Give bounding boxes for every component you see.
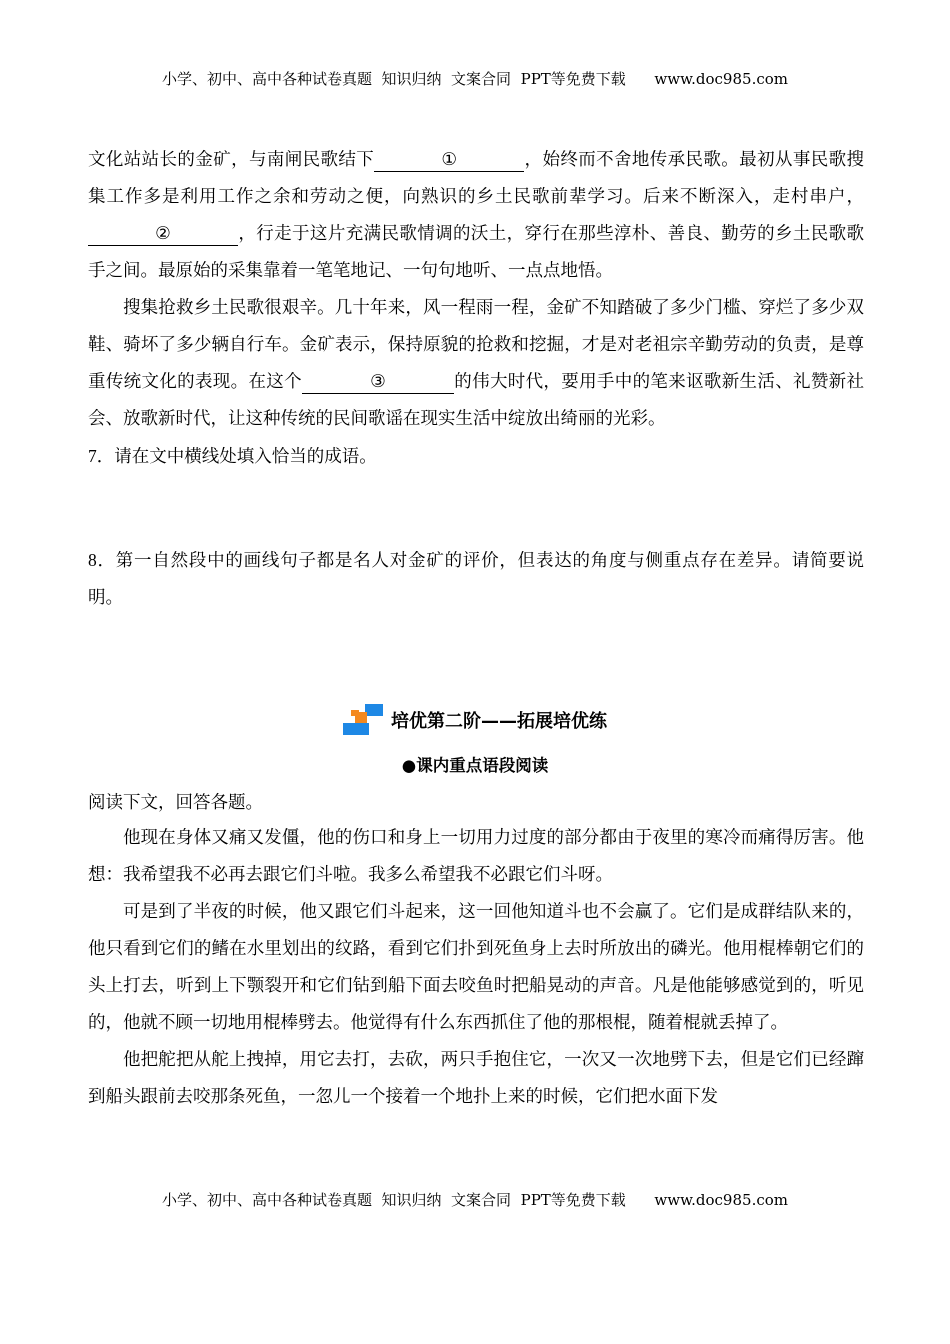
passage1-text-b: ，始终而不舍地传承民歌。最初从事民歌搜集工作多是利用工作之余和劳动之便，向熟识的乡土民歌前辈学习。后来不断深入，走村串户， [88,150,864,207]
answer-space-7 [88,475,864,542]
passage1-paragraph1 [88,142,864,290]
section-heading [0,694,950,746]
passage2-paragraph1: 他现在身体又痛又发僵，他的伤口和身上一切用力过度的部分都由于夜里的寒冷而痛得厉害。他想：我希望我不必再去跟它们斗啦。我多么希望我不必跟它们斗呀。 [88,828,864,885]
passage1-paragraph2 [88,290,864,438]
passage2-paragraph3: 他把舵把从舵上拽掉，用它去打，去砍，两只手抱住它，一次又一次地劈下去，但是它们已经蹿到船头跟前去咬那条死鱼，一忽儿一个接着一个地扑上来的时候，它们把水面下发 [88,1050,864,1107]
passage2-paragraph2: 可是到了半夜的时候，他又跟它们斗起来，这一回他知道斗也不会赢了。它们是成群结队来的，他只看到它们的鳍在水里划出的纹路，看到它们扑到死鱼身上去时所放出的磷光。他用棍棒朝它们的头上打去，听到上下颚裂开和它们钻到船下面去咬鱼时把船晃动的声音。凡是他能够感觉到的，听见的，他就不顾一切地用棍棒劈去。他觉得有什么东西抓住了他的那根棍，随着棍就丢掉了。 [88,902,864,1033]
fill-blank-3: ③ [302,371,454,394]
section-subtitle: ●课内重点语段阅读 [401,756,549,775]
passage1-text-e: 的伟大时代，要用手中的笔来讴歌新生活、礼赞新社会、放歌新时代，让这种传统的民间歌谣在现实生活中绽放出绮丽的光彩。 [88,372,865,429]
question-7: 7．请在文中横线处填入恰当的成语。 [88,446,377,466]
reading-instruction: 阅读下文，回答各题。 [88,793,263,813]
page-content [88,142,864,1116]
stacked-blocks-icon [343,704,383,736]
fill-blank-1: ① [374,149,524,172]
passage1-text-c: ，行走于这片充满民歌情调的沃土，穿行在那些淳朴、善良、勤劳的乡土民歌歌手之间。最原始的采集靠着一笔笔地记、一句句地听、一点点地悟。 [88,224,864,281]
page-header: 小学、初中、高中各种试卷真题 知识归纳 文案合同 PPT等免费下载 www.doc985.com [161,70,788,88]
question-8: 8．第一自然段中的画线句子都是名人对金矿的评价，但表达的角度与侧重点存在差异。请简要说明。 [88,550,864,607]
fill-blank-2: ② [88,223,238,246]
answer-space-8 [88,616,864,694]
passage1-text-a: 文化站站长的金矿，与南闸民歌结下 [88,150,375,170]
page-footer: 小学、初中、高中各种试卷真题 知识归纳 文案合同 PPT等免费下载 www.doc985.com [161,1191,788,1209]
section-title: 培优第二阶——拓展培优练 [391,711,607,732]
passage1-text-d: 搜集抢救乡土民歌很艰辛。几十年来，风一程雨一程，金矿不知踏破了多少门槛、穿烂了多少双鞋、骑坏了多少辆自行车。金矿表示，保持原貌的抢救和挖掘，才是对老祖宗辛勤劳动的负责，是尊重传统文化的表现。在这个 [88,298,864,392]
